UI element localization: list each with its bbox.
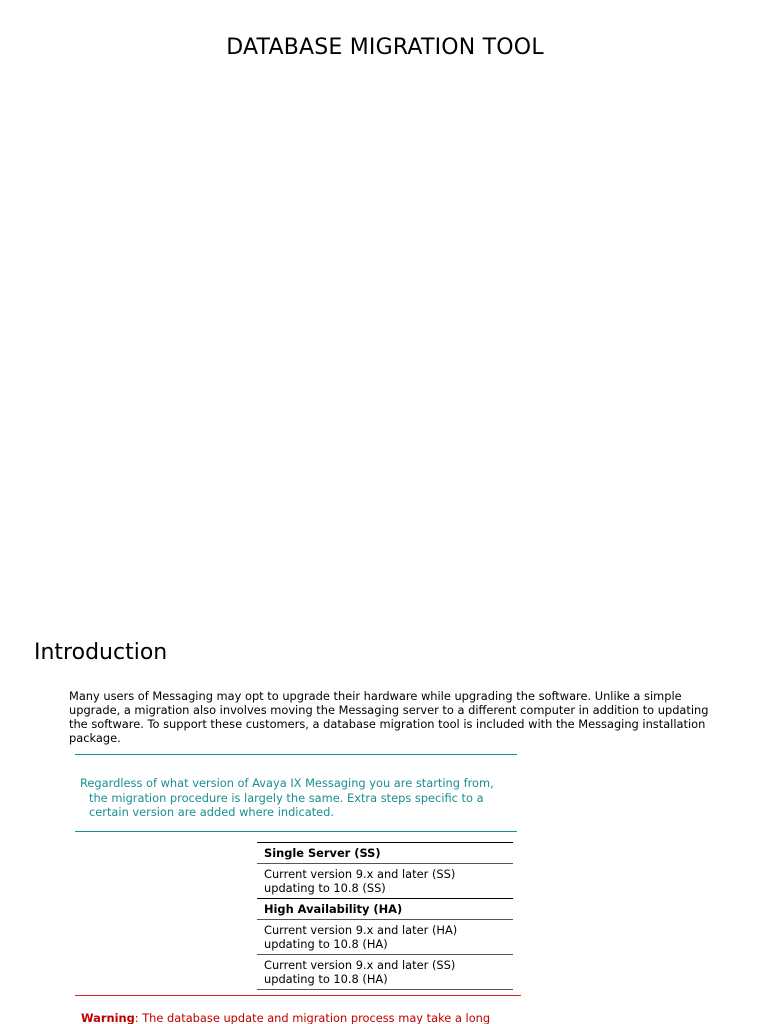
- cell-line: updating to 10.8 (HA): [264, 937, 388, 951]
- table-row: [257, 920, 513, 955]
- paragraph-line: upgrade, a migration also involves moving the Messaging server to a different computer in addition to updating: [69, 703, 709, 717]
- cell-line: Current version 9.x and later (HA): [264, 923, 458, 937]
- migration-scenarios-table: [257, 842, 513, 990]
- cell-line: Current version 9.x and later (SS): [264, 958, 456, 972]
- table-group-row: [257, 899, 513, 920]
- table-row: [257, 864, 513, 899]
- warning-text: [81, 1011, 681, 1024]
- note-box: [75, 754, 517, 832]
- note-text: [80, 776, 516, 820]
- introduction-paragraph: [69, 689, 729, 745]
- note-line: Regardless of what version of Avaya IX Messaging you are starting from,: [80, 776, 494, 790]
- table-group-cell: High Availability (HA): [257, 899, 513, 920]
- note-line: the migration procedure is largely the same. Extra steps specific to a: [89, 790, 484, 805]
- paragraph-line: package.: [69, 731, 121, 745]
- table-group-row: [257, 843, 513, 864]
- table-row: [257, 955, 513, 990]
- table-cell: [257, 955, 513, 990]
- document-title: DATABASE MIGRATION TOOL: [226, 35, 544, 60]
- table-group-cell: Single Server (SS): [257, 843, 513, 864]
- warning-label: Warning: [81, 1011, 135, 1024]
- note-line: certain version are added where indicated.: [89, 805, 335, 819]
- table-cell: [257, 864, 513, 899]
- table-cell: [257, 920, 513, 955]
- cell-line: updating to 10.8 (HA): [264, 972, 388, 986]
- paragraph-line: the software. To support these customers, a database migration tool is included with the Messaging installation: [69, 717, 706, 731]
- introduction-heading: Introduction: [34, 640, 168, 665]
- paragraph-line: Many users of Messaging may opt to upgrade their hardware while upgrading the software. Unlike a simple: [69, 689, 682, 703]
- warning-body: : The database update and migration process may take a long: [134, 1011, 491, 1024]
- cell-line: Current version 9.x and later (SS): [264, 867, 456, 881]
- warning-divider: [75, 995, 521, 996]
- cell-line: updating to 10.8 (SS): [264, 881, 386, 895]
